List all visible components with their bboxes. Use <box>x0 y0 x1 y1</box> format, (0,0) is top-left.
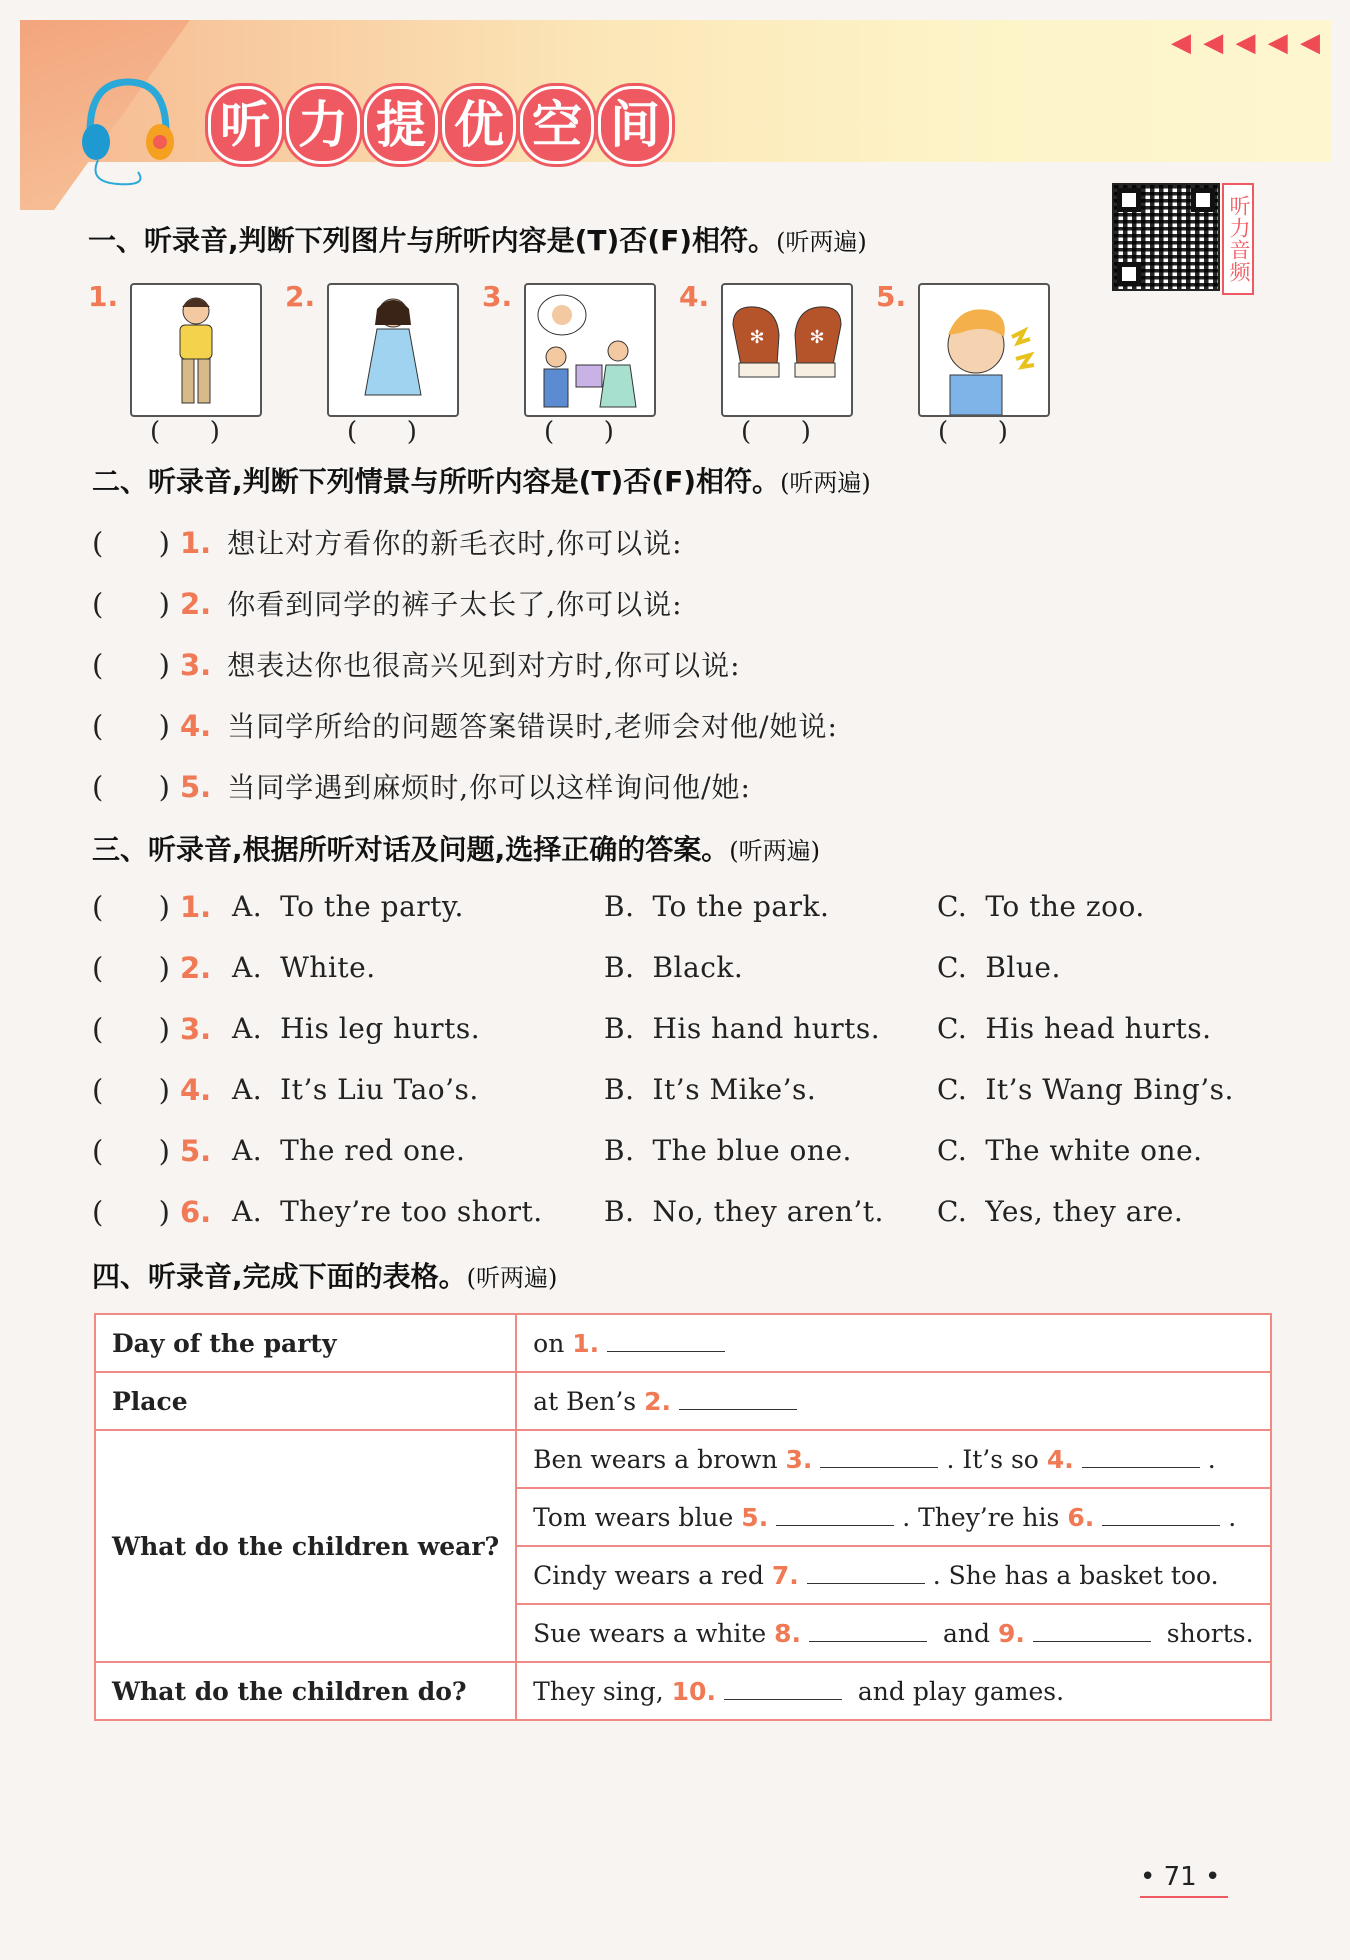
answer-paren[interactable]: ( ) <box>92 890 170 924</box>
answer-paren[interactable]: ( ) <box>92 1195 170 1229</box>
section-2-note: (听两遍) <box>780 469 871 497</box>
option-b[interactable] <box>604 1195 884 1228</box>
section-3-note: (听两遍) <box>729 837 821 865</box>
option-c[interactable] <box>937 1012 1212 1045</box>
cell-text: . It’s so <box>946 1444 1039 1474</box>
item-number: 1. <box>180 890 212 924</box>
option-letter: C. <box>937 890 968 923</box>
answer-blank[interactable] <box>1033 1621 1151 1642</box>
option-text: The white one. <box>985 1134 1203 1167</box>
option-text: It’s Wang Bing’s. <box>985 1073 1234 1106</box>
option-b[interactable] <box>604 1073 816 1106</box>
option-text: To the zoo. <box>985 890 1145 923</box>
option-text: Black. <box>652 951 744 984</box>
option-c[interactable] <box>937 890 1145 923</box>
row-content <box>516 1430 1270 1488</box>
answer-blank[interactable] <box>724 1679 842 1700</box>
item-text: 想表达你也很高兴见到对方时,你可以说: <box>227 649 741 682</box>
item-text: 你看到同学的裤子太长了,你可以说: <box>227 588 683 621</box>
option-text: His hand hurts. <box>652 1012 881 1045</box>
answer-paren[interactable]: ( ) <box>92 951 170 985</box>
blank-number: 10. <box>671 1676 716 1706</box>
cell-text: They sing, <box>533 1676 664 1706</box>
cell-text: . <box>1228 1502 1237 1532</box>
row-content <box>516 1662 1270 1720</box>
picture-boy-toothache <box>918 283 1050 417</box>
option-text: It’s Mike’s. <box>652 1073 817 1106</box>
title-char: 空 <box>520 86 594 164</box>
option-b[interactable] <box>604 1012 880 1045</box>
cell-text: Ben wears a brown <box>533 1444 778 1474</box>
blank-number: 9. <box>997 1618 1025 1648</box>
option-text: His head hurts. <box>985 1012 1212 1045</box>
option-a[interactable] <box>232 1134 465 1167</box>
table-row <box>95 1314 1271 1372</box>
question-label <box>92 1012 227 1046</box>
list-item <box>92 583 683 623</box>
option-c[interactable] <box>937 1195 1183 1228</box>
table-row <box>95 1662 1271 1720</box>
row-content <box>516 1372 1270 1430</box>
item-number: 1. <box>180 526 212 560</box>
row-content <box>516 1546 1270 1604</box>
question-label <box>92 1195 227 1229</box>
row-content <box>516 1314 1270 1372</box>
blank-number: 7. <box>771 1560 799 1590</box>
answer-paren[interactable]: ( ) <box>92 526 170 560</box>
option-b[interactable] <box>604 951 743 984</box>
option-text: They’re too short. <box>280 1195 543 1228</box>
answer-paren[interactable]: ( ) <box>92 709 170 743</box>
option-letter: B. <box>604 1195 635 1228</box>
section-2-title-text: 二、听录音,判断下列情景与所听内容是(T)否(F)相符。 <box>92 465 781 498</box>
option-letter: A. <box>232 1134 263 1167</box>
list-item <box>92 644 741 684</box>
table-row <box>95 1372 1271 1430</box>
blank-number: 8. <box>774 1618 802 1648</box>
blank-number: 1. <box>572 1328 600 1358</box>
option-b[interactable] <box>604 1134 852 1167</box>
option-text: White. <box>280 951 376 984</box>
fill-in-table <box>94 1313 1272 1721</box>
row-label: What do the children wear? <box>95 1430 516 1662</box>
question-label <box>92 951 227 985</box>
girl-pants-icon <box>132 285 260 415</box>
option-a[interactable] <box>232 1012 480 1045</box>
option-letter: C. <box>937 1012 968 1045</box>
answer-paren[interactable]: ( ) <box>92 1134 170 1168</box>
picture-girl-dress <box>327 283 459 417</box>
title-char: 听 <box>208 86 282 164</box>
option-text: Yes, they are. <box>985 1195 1184 1228</box>
title-char: 优 <box>442 86 516 164</box>
option-letter: C. <box>937 951 968 984</box>
cell-text: and <box>942 1618 990 1648</box>
family-sweater-icon <box>526 285 654 415</box>
question-label <box>92 1134 227 1168</box>
blank-number: 4. <box>1046 1444 1074 1474</box>
option-text: To the park. <box>652 890 830 923</box>
option-letter: C. <box>937 1195 968 1228</box>
answer-paren[interactable]: ( ) <box>544 417 614 447</box>
list-item <box>92 522 683 562</box>
answer-blank[interactable] <box>607 1331 725 1352</box>
option-a[interactable] <box>232 1195 543 1228</box>
svg-text:✻: ✻ <box>749 327 765 348</box>
answer-paren[interactable]: ( ) <box>938 417 1008 447</box>
option-a[interactable] <box>232 951 376 984</box>
section-4-title-text: 四、听录音,完成下面的表格。 <box>92 1260 467 1293</box>
row-label: Place <box>95 1372 516 1430</box>
option-letter: C. <box>937 1073 968 1106</box>
option-letter: C. <box>937 1134 968 1167</box>
option-text: Blue. <box>985 951 1061 984</box>
list-item <box>92 705 838 745</box>
cell-text: Tom wears blue <box>533 1502 734 1532</box>
section-4-title <box>92 1255 557 1295</box>
cell-text: Cindy wears a red <box>533 1560 764 1590</box>
item-number: 2. <box>180 587 212 621</box>
answer-paren[interactable]: ( ) <box>741 417 811 447</box>
blank-number: 5. <box>741 1502 769 1532</box>
option-c[interactable] <box>937 1134 1203 1167</box>
option-c[interactable] <box>937 951 1061 984</box>
row-label: What do the children do? <box>95 1662 516 1720</box>
option-a[interactable] <box>232 1073 479 1106</box>
cell-text: on <box>533 1328 565 1358</box>
answer-paren[interactable]: ( ) <box>92 587 170 621</box>
question-label <box>92 1073 227 1107</box>
picture-number: 5. <box>876 280 907 313</box>
option-b[interactable] <box>604 890 829 923</box>
option-letter: B. <box>604 890 635 923</box>
option-text: The blue one. <box>652 1134 852 1167</box>
item-number: 3. <box>180 1012 212 1046</box>
picture-number: 2. <box>285 280 316 313</box>
section-1-title <box>88 219 867 259</box>
cell-text: . She has a basket too. <box>932 1560 1219 1590</box>
picture-number: 3. <box>482 280 513 313</box>
title-char: 力 <box>286 86 360 164</box>
picture-number: 4. <box>679 280 710 313</box>
item-text: 当同学所给的问题答案错误时,老师会对他/她说: <box>227 710 838 743</box>
answer-paren[interactable]: ( ) <box>92 648 170 682</box>
table-row <box>95 1430 1271 1488</box>
answer-paren[interactable]: ( ) <box>92 1073 170 1107</box>
item-number: 6. <box>180 1195 212 1229</box>
cell-text: . They’re his <box>902 1502 1060 1532</box>
answer-blank[interactable] <box>809 1621 927 1642</box>
gloves-icon <box>723 285 851 415</box>
cell-text: Sue wears a white <box>533 1618 767 1648</box>
answer-paren[interactable]: ( ) <box>92 1012 170 1046</box>
option-letter: A. <box>232 890 263 923</box>
cell-text: and play games. <box>857 1676 1065 1706</box>
page-number: • 71 • <box>1140 1862 1228 1898</box>
option-text: His leg hurts. <box>280 1012 481 1045</box>
boy-toothache-icon <box>920 285 1048 415</box>
option-text: The red one. <box>280 1134 466 1167</box>
section-2-title <box>92 460 871 500</box>
picture-number: 1. <box>88 280 119 313</box>
girl-dress-icon <box>329 285 457 415</box>
svg-text:✻: ✻ <box>809 327 825 348</box>
row-content <box>516 1488 1270 1546</box>
blank-number: 3. <box>785 1444 813 1474</box>
list-item <box>92 766 751 806</box>
option-letter: B. <box>604 951 635 984</box>
item-text: 想让对方看你的新毛衣时,你可以说: <box>227 527 683 560</box>
qr-label: 听力音频 <box>1222 183 1254 295</box>
page-title <box>208 86 672 164</box>
option-letter: A. <box>232 951 263 984</box>
answer-blank[interactable] <box>776 1505 894 1526</box>
title-char: 间 <box>598 86 672 164</box>
option-text: It’s Liu Tao’s. <box>280 1073 479 1106</box>
picture-girl-pants <box>130 283 262 417</box>
cell-text: . <box>1207 1444 1216 1474</box>
answer-blank[interactable] <box>807 1563 925 1584</box>
item-number: 4. <box>180 709 212 743</box>
answer-blank[interactable] <box>679 1389 797 1410</box>
section-4-note: (听两遍) <box>466 1264 558 1292</box>
picture-family-sweater <box>524 283 656 417</box>
option-letter: B. <box>604 1134 635 1167</box>
answer-blank[interactable] <box>820 1447 938 1468</box>
option-letter: A. <box>232 1073 263 1106</box>
option-letter: B. <box>604 1073 635 1106</box>
blank-number: 2. <box>644 1386 671 1416</box>
headphone-icon <box>78 72 178 192</box>
answer-paren[interactable]: ( ) <box>347 417 417 447</box>
item-number: 5. <box>180 1134 212 1168</box>
answer-blank[interactable] <box>1082 1447 1200 1468</box>
qr-finder <box>1117 262 1141 286</box>
answer-paren[interactable]: ( ) <box>92 770 170 804</box>
qr-code[interactable] <box>1112 183 1220 291</box>
option-c[interactable] <box>937 1073 1234 1106</box>
arrow-decoration: ◀ ◀ ◀ ◀ ◀ <box>1170 28 1322 58</box>
option-text: No, they aren’t. <box>652 1195 884 1228</box>
item-number: 3. <box>180 648 212 682</box>
blank-number: 6. <box>1067 1502 1095 1532</box>
option-letter: A. <box>232 1195 263 1228</box>
item-text: 当同学遇到麻烦时,你可以这样询问他/她: <box>227 771 751 804</box>
option-letter: A. <box>232 1012 263 1045</box>
section-1-note: (听两遍) <box>776 228 867 256</box>
section-3-title-text: 三、听录音,根据所听对话及问题,选择正确的答案。 <box>92 833 730 866</box>
item-number: 5. <box>180 770 212 804</box>
qr-finder <box>1191 188 1215 212</box>
answer-paren[interactable]: ( ) <box>150 417 220 447</box>
cell-text: shorts. <box>1166 1618 1254 1648</box>
option-letter: B. <box>604 1012 635 1045</box>
qr-finder <box>1117 188 1141 212</box>
row-content <box>516 1604 1270 1662</box>
item-number: 4. <box>180 1073 212 1107</box>
option-text: To the party. <box>280 890 464 923</box>
section-1-title-text: 一、听录音,判断下列图片与所听内容是(T)否(F)相符。 <box>88 224 777 257</box>
title-char: 提 <box>364 86 438 164</box>
picture-gloves <box>721 283 853 417</box>
option-a[interactable] <box>232 890 464 923</box>
cell-text: at Ben’s <box>533 1386 637 1416</box>
item-number: 2. <box>180 951 212 985</box>
section-3-title <box>92 828 820 868</box>
question-label <box>92 890 227 924</box>
answer-blank[interactable] <box>1102 1505 1220 1526</box>
row-label: Day of the party <box>95 1314 516 1372</box>
